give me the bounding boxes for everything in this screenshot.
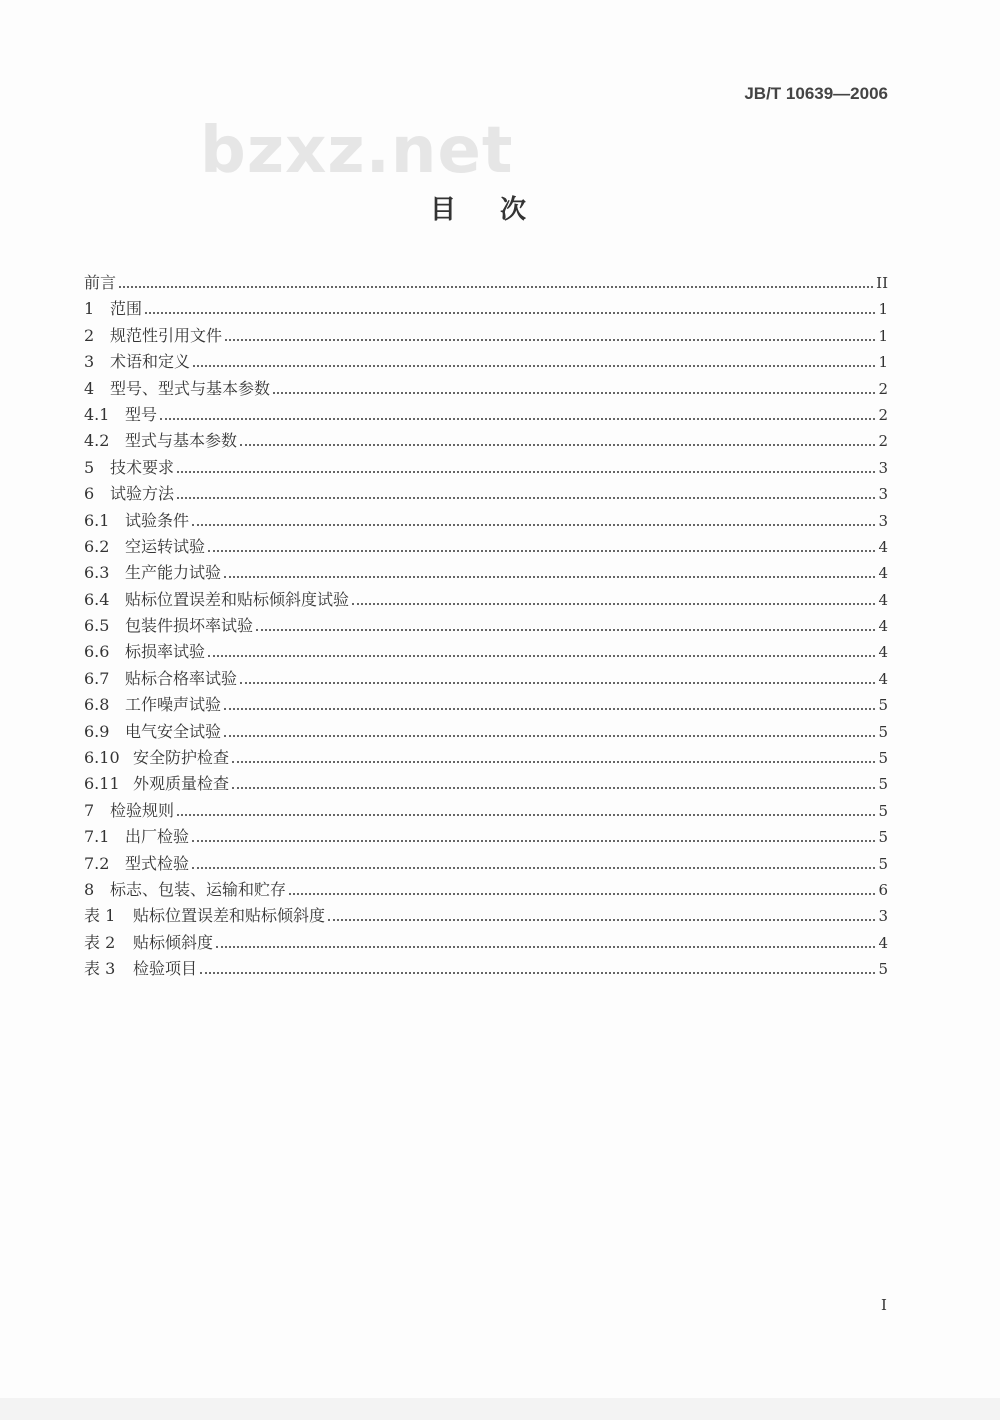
toc-entry-number: 6.9 — [84, 721, 110, 741]
toc-entry[interactable] — [84, 613, 888, 639]
dot-leader — [224, 735, 875, 737]
dot-leader — [119, 286, 873, 288]
dot-leader — [192, 867, 875, 869]
toc-entry-number: 表 2 — [84, 932, 116, 952]
toc-entry-number: 6.11 — [84, 774, 120, 794]
toc-entry-label: 贴标倾斜度 — [133, 932, 214, 952]
toc-entry-label: 规范性引用文件 — [110, 325, 223, 345]
toc-entry-number: 2 — [84, 325, 95, 345]
toc-entry[interactable] — [84, 428, 888, 454]
dot-leader — [232, 761, 875, 763]
dot-leader — [240, 444, 875, 446]
toc-entry-number: 表 1 — [84, 906, 116, 926]
toc-entry[interactable] — [84, 587, 888, 613]
toc-entry-page: II — [876, 274, 888, 292]
dot-leader — [200, 972, 875, 974]
toc-entry-label: 工作噪声试验 — [125, 695, 222, 715]
toc-entry[interactable] — [84, 851, 888, 877]
toc-entry-number: 6.8 — [84, 695, 110, 715]
toc-entry[interactable] — [84, 270, 888, 296]
toc-entry-label: 检验规则 — [110, 800, 175, 820]
toc-entry-page: 1 — [878, 353, 888, 372]
table-of-contents — [84, 270, 888, 983]
dot-leader — [225, 339, 875, 341]
toc-entry-page: 2 — [878, 432, 888, 451]
dot-leader — [289, 893, 875, 895]
dot-leader — [160, 418, 875, 420]
toc-entry-label: 标志、包装、运输和贮存 — [110, 879, 287, 899]
toc-entry-number: 7.1 — [84, 827, 110, 847]
watermark: bzxz.net — [200, 114, 514, 188]
dot-leader — [192, 524, 875, 526]
toc-entry[interactable] — [84, 508, 888, 534]
toc-entry[interactable] — [84, 877, 888, 903]
dot-leader — [216, 946, 875, 948]
toc-entry-number: 6.6 — [84, 642, 110, 662]
toc-entry-page: 1 — [878, 300, 888, 319]
toc-entry-label: 试验方法 — [110, 484, 175, 504]
toc-entry[interactable] — [84, 930, 888, 956]
toc-entry[interactable] — [84, 402, 888, 428]
toc-entry-page: 4 — [878, 537, 888, 556]
toc-entry-label: 空运转试验 — [125, 536, 206, 556]
toc-entry-label: 贴标位置误差和贴标倾斜度试验 — [125, 589, 350, 609]
toc-entry-label: 安全防护检查 — [133, 748, 230, 768]
page-title: 目次 — [430, 195, 571, 225]
toc-entry-number: 4.1 — [84, 404, 110, 424]
toc-entry-number: 8 — [84, 879, 95, 899]
toc-entry-number: 6.10 — [84, 748, 120, 768]
toc-entry[interactable] — [84, 534, 888, 560]
toc-entry-page: 5 — [878, 696, 888, 715]
toc-entry-page: 5 — [878, 775, 888, 794]
toc-entry-label: 外观质量检查 — [133, 774, 230, 794]
toc-entry-number: 7.2 — [84, 853, 110, 873]
toc-entry-page: 5 — [878, 722, 888, 741]
toc-entry-label: 范围 — [110, 299, 143, 319]
toc-entry-label: 技术要求 — [110, 457, 175, 477]
dot-leader — [177, 471, 875, 473]
dot-leader — [177, 497, 875, 499]
toc-entry[interactable] — [84, 666, 888, 692]
toc-entry-page: 6 — [878, 880, 888, 899]
toc-entry-label: 型式检验 — [125, 853, 190, 873]
toc-entry-label: 术语和定义 — [110, 352, 191, 372]
scan-edge — [0, 1398, 1000, 1420]
dot-leader — [352, 603, 875, 605]
toc-entry[interactable] — [84, 560, 888, 586]
toc-entry-page: 4 — [878, 564, 888, 583]
toc-entry[interactable] — [84, 903, 888, 929]
toc-entry-page: 2 — [878, 379, 888, 398]
dot-leader — [177, 814, 875, 816]
dot-leader — [256, 629, 875, 631]
toc-entry[interactable] — [84, 798, 888, 824]
toc-entry-number: 6.2 — [84, 536, 110, 556]
toc-entry-page: 3 — [878, 458, 888, 477]
toc-entry[interactable] — [84, 639, 888, 665]
dot-leader — [232, 787, 875, 789]
toc-entry[interactable] — [84, 296, 888, 322]
toc-entry-page: 4 — [878, 590, 888, 609]
dot-leader — [240, 682, 875, 684]
toc-entry[interactable] — [84, 771, 888, 797]
toc-entry-page: 4 — [878, 643, 888, 662]
toc-entry-label: 贴标合格率试验 — [125, 668, 238, 688]
toc-entry-number: 6.4 — [84, 589, 110, 609]
toc-entry-label: 生产能力试验 — [125, 563, 222, 583]
toc-entry-number: 6 — [84, 484, 95, 504]
dot-leader — [328, 919, 875, 921]
toc-entry-page: 3 — [878, 511, 888, 530]
dot-leader — [273, 392, 875, 394]
toc-entry[interactable] — [84, 481, 888, 507]
page-number: I — [881, 1296, 887, 1314]
toc-entry-page: 3 — [878, 485, 888, 504]
toc-entry-page: 3 — [878, 907, 888, 926]
toc-entry-number: 4 — [84, 378, 95, 398]
dot-leader — [208, 655, 875, 657]
toc-entry-number: 4.2 — [84, 431, 110, 451]
dot-leader — [145, 312, 875, 314]
toc-entry-label: 试验条件 — [125, 510, 190, 530]
toc-entry-label: 前言 — [84, 273, 117, 292]
toc-entry-number: 5 — [84, 457, 95, 477]
toc-entry-label: 出厂检验 — [125, 827, 190, 847]
toc-entry-number: 6.7 — [84, 668, 110, 688]
toc-entry-number: 6.1 — [84, 510, 110, 530]
toc-entry[interactable] — [84, 719, 888, 745]
toc-entry-label: 标损率试验 — [125, 642, 206, 662]
dot-leader — [224, 708, 875, 710]
toc-entry-label: 贴标位置误差和贴标倾斜度 — [133, 906, 326, 926]
toc-entry-label: 型号、型式与基本参数 — [110, 378, 271, 398]
toc-entry-label: 检验项目 — [133, 959, 198, 979]
dot-leader — [193, 365, 875, 367]
toc-entry[interactable] — [84, 323, 888, 349]
dot-leader — [192, 840, 875, 842]
toc-entry-page: 4 — [878, 933, 888, 952]
toc-entry-number: 表 3 — [84, 959, 116, 979]
toc-entry-page: 5 — [878, 828, 888, 847]
toc-entry-label: 电气安全试验 — [125, 721, 222, 741]
standard-number: JB/T 10639—2006 — [744, 84, 888, 103]
toc-entry[interactable] — [84, 824, 888, 850]
toc-entry[interactable] — [84, 745, 888, 771]
dot-leader — [208, 550, 875, 552]
toc-entry-page: 4 — [878, 617, 888, 636]
toc-entry-number: 6.5 — [84, 616, 110, 636]
toc-entry[interactable] — [84, 956, 888, 982]
toc-entry-label: 型式与基本参数 — [125, 431, 238, 451]
dot-leader — [224, 576, 875, 578]
toc-entry-label: 型号 — [125, 404, 158, 424]
toc-entry-page: 5 — [878, 749, 888, 768]
toc-entry[interactable] — [84, 455, 888, 481]
toc-entry-page: 2 — [878, 405, 888, 424]
toc-entry-label: 包装件损坏率试验 — [125, 616, 254, 636]
toc-entry-page: 5 — [878, 854, 888, 873]
toc-entry-page: 5 — [878, 801, 888, 820]
toc-entry-number: 6.3 — [84, 563, 110, 583]
toc-entry-page: 1 — [878, 326, 888, 345]
toc-entry-number: 7 — [84, 800, 95, 820]
toc-entry-page: 4 — [878, 669, 888, 688]
toc-entry-page: 5 — [878, 960, 888, 979]
toc-entry[interactable] — [84, 349, 888, 375]
toc-entry[interactable] — [84, 376, 888, 402]
toc-entry[interactable] — [84, 692, 888, 718]
toc-entry-number: 3 — [84, 352, 95, 372]
toc-entry-number: 1 — [84, 299, 95, 319]
